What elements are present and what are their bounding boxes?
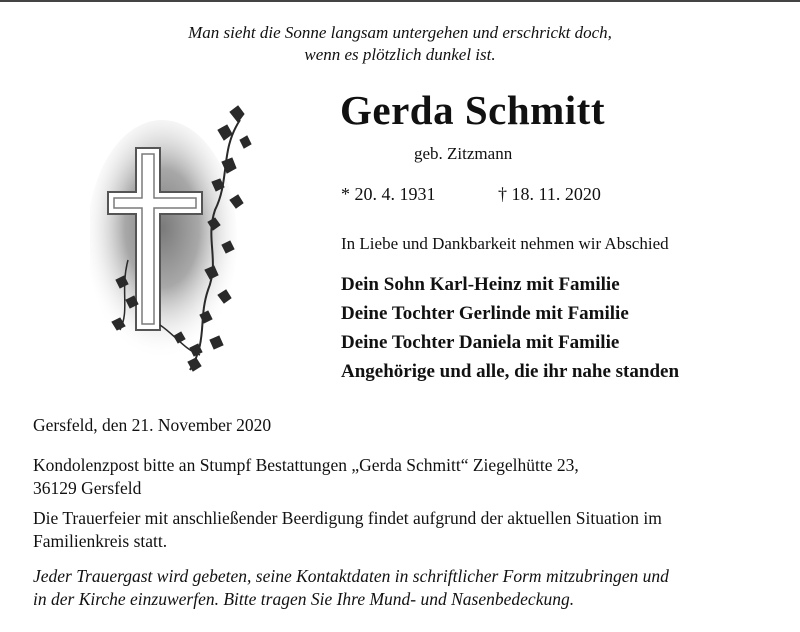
birth-date: * 20. 4. 1931 [341,184,436,204]
cross-glow [90,120,237,360]
ceremony-line-2: Familienkreis statt. [33,531,168,551]
mourners-list [341,270,679,386]
mourner-line: Deine Tochter Daniela mit Familie [341,332,620,353]
condolence-info [33,454,773,500]
place-date: Gersfeld, den 21. November 2020 [33,415,272,435]
mourner-line: Dein Sohn Karl-Heinz mit Familie [341,274,620,295]
cross-with-ivy-icon [90,100,260,390]
request-line-2: in der Kirche einzuwerfen. Bitte tragen Sie Ihre Mund- und Nasenbedeckung. [33,589,575,609]
guest-request [33,565,773,611]
farewell-text: In Liebe und Dankbarkeit nehmen wir Abschied [341,234,669,253]
ceremony-info [33,507,773,553]
death-date: † 18. 11. 2020 [498,184,601,204]
mourner-line: Angehörige und alle, die ihr nahe standen [341,361,680,382]
maiden-name: geb. Zitzmann [414,144,513,163]
deceased-name: Gerda Schmitt [340,87,605,133]
condolence-line-2: 36129 Gersfeld [33,478,142,498]
quote-line-2: wenn es plötzlich dunkel ist. [304,45,496,64]
life-dates [341,184,601,205]
condolence-line-1: Kondolenzpost bitte an Stumpf Bestattungen „Gerda Schmitt“ Ziegelhütte 23, [33,455,579,475]
mourner-line: Deine Tochter Gerlinde mit Familie [341,303,629,324]
top-border [0,0,800,2]
request-line-1: Jeder Trauergast wird gebeten, seine Kontaktdaten in schriftlicher Form mitzubringen und [33,566,669,586]
quote-line-1: Man sieht die Sonne langsam untergehen und erschrickt doch, [188,23,612,42]
ceremony-line-1: Die Trauerfeier mit anschließender Beerdigung findet aufgrund der aktuellen Situation im [33,508,662,528]
quote [60,22,740,66]
